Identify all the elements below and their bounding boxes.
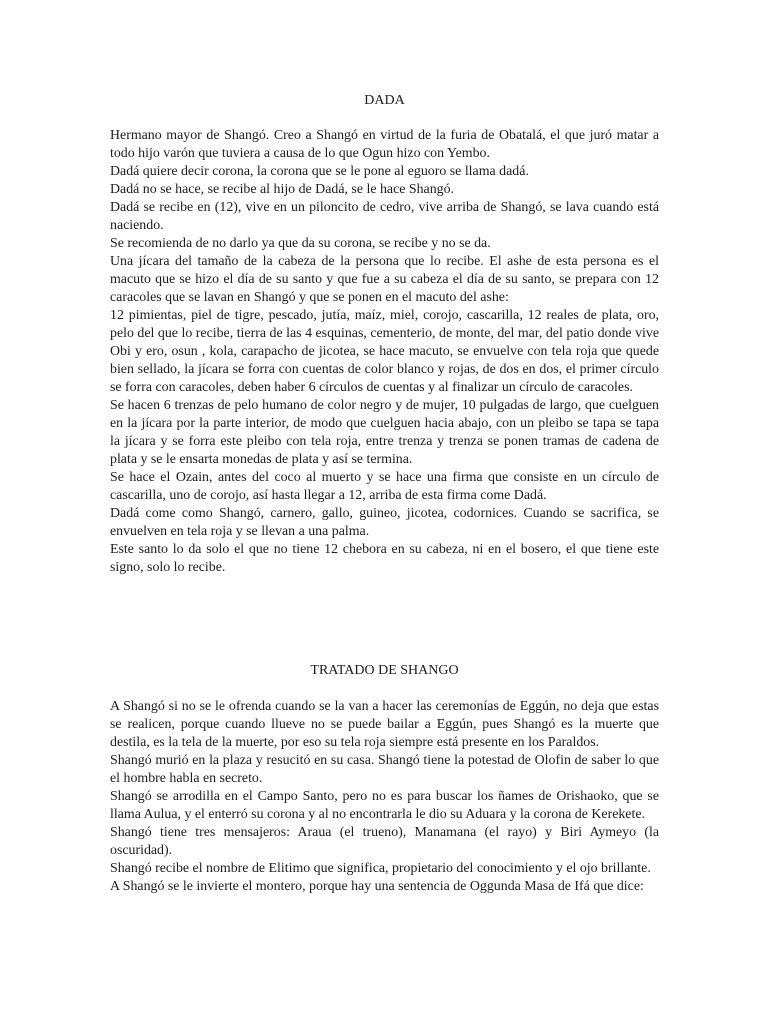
paragraph: Dadá come como Shangó, carnero, gallo, guineo, jicotea, codornices. Cuando se sacrifica, se envuelven en tela roja y se llevan a una palma. [110,506,659,539]
paragraph: Se hacen 6 trenzas de pelo humano de color negro y de mujer, 10 pulgadas de largo, que cuelguen en la jícara por la parte interior, de modo que cuelguen hacia abajo, con un pleibo se tapa se tapa la jícara y se forra este pleibo con tela roja, entre trenza y trenza se ponen tramas de cadena de plata y se le ensarta monedas de plata y así se termina. [110,398,659,467]
paragraph: Shangó se arrodilla en el Campo Santo, pero no es para buscar los ñames de Orishaoko, que se llama Aulua, y el enterró su corona y al no encontrarla le dio su Aduara y la corona de Kerekete. [110,789,659,822]
section-body-dada [110,127,659,577]
paragraph: Hermano mayor de Shangó. Creo a Shangó en virtud de la furia de Obatalá, el que juró matar a todo hijo varón que tuviera a causa de lo que Ogun hizo con Yembo. [110,128,659,161]
paragraph: Shangó murió en la plaza y resucitó en su casa. Shangó tiene la potestad de Olofin de saber lo que el hombre habla en secreto. [110,753,659,786]
paragraph: A Shangó si no se le ofrenda cuando se la van a hacer las ceremonías de Eggún, no deja que estas se realicen, porque cuando llueve no se puede bailar a Eggún, pues Shangó es la muerte que destila, es la tela de la muerte, por eso su tela roja siempre está presente en los Paraldos. [110,699,659,750]
paragraph: Este santo lo da solo el que no tiene 12 chebora en su cabeza, ni en el bosero, el que tiene este signo, solo lo recibe. [110,542,659,575]
paragraph: Shangó recibe el nombre de Elitimo que significa, propietario del conocimiento y el ojo brillante. [110,861,651,876]
section-body-tratado-de-shango [110,698,659,896]
section-title-tratado-de-shango: TRATADO DE SHANGO [310,663,459,678]
paragraph: 12 pimientas, piel de tigre, pescado, jutía, maíz, miel, corojo, cascarilla, 12 reales de plata, oro, pelo del que lo recibe, tierra de las 4 esquinas, cementerio, de monte, del mar, del patio donde vive Obi y ero, osun , kola, carapacho de jicotea, se hace macuto, se envuelve con tela roja que quede bien sellado, la jícara se forra con cuentas de color blanco y rojas, de dos en dos, el primer círculo se forra con caracoles, deben haber 6 círculos de cuentas y al finalizar un círculo de caracoles. [110,308,659,395]
paragraph: A Shangó se le invierte el montero, porque hay una sentencia de Oggunda Masa de Ifá que dice: [110,879,644,894]
paragraph: Dadá quiere decir corona, la corona que se le pone al eguoro se llama dadá. [110,164,529,179]
paragraph: Shangó tiene tres mensajeros: Araua (el trueno), Manamana (el rayo) y Biri Aymeyo (la oscuridad). [110,825,659,858]
paragraph: Dadá se recibe en (12), vive en un piloncito de cedro, vive arriba de Shangó, se lava cuando está naciendo. [110,200,659,233]
paragraph: Una jícara del tamaño de la cabeza de la persona que lo recibe. El ashe de esta persona es el macuto que se hizo el día de su santo y que fue a su cabeza el día de su santo, se prepara con 12 caracoles que se lavan en Shangó y que se ponen en el macuto del ashe: [110,254,659,305]
paragraph: Se recomienda de no darlo ya que da su corona, se recibe y no se da. [110,236,491,251]
section-title-dada: DADA [364,93,405,108]
paragraph: Dadá no se hace, se recibe al hijo de Dadá, se le hace Shangó. [110,182,455,197]
paragraph: Se hace el Ozain, antes del coco al muerto y se hace una firma que consiste en un círculo de cascarilla, uno de corojo, así hasta llegar a 12, arriba de esta firma come Dadá. [110,470,659,503]
